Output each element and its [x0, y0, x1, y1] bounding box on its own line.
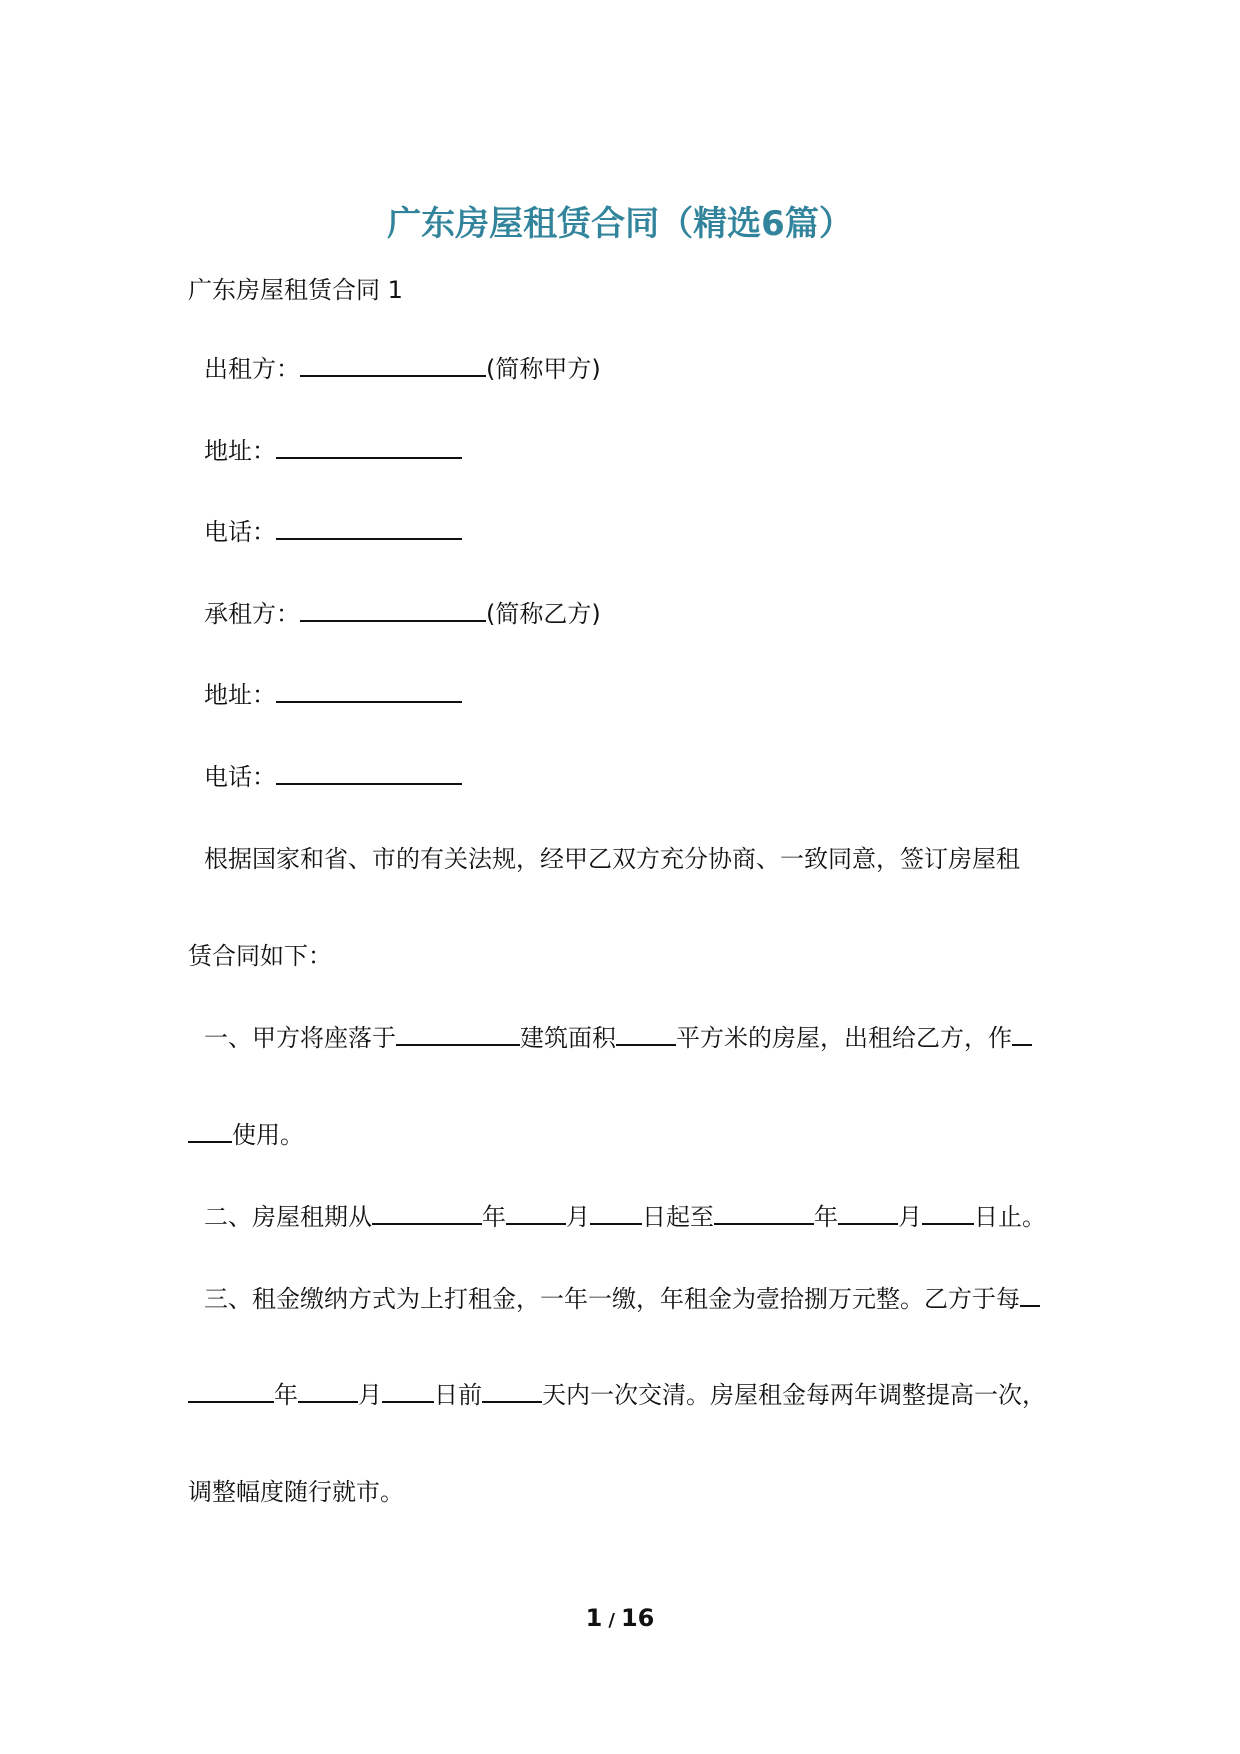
start-year-label: 年 [482, 1203, 506, 1231]
location-blank [396, 1022, 520, 1046]
clause-1-text-c: 平方米的房屋，出租给乙方，作 [676, 1024, 1012, 1052]
lessee-suffix: (简称乙方) [486, 600, 601, 628]
clause-1-text-a: 一、甲方将座落于 [204, 1024, 396, 1052]
payment-month-label: 月 [358, 1381, 382, 1409]
start-day-blank [590, 1201, 642, 1225]
end-month-label: 月 [898, 1203, 922, 1231]
document-title: 广东房屋租赁合同（精选6篇） [387, 204, 853, 244]
lessor-phone-line [204, 516, 462, 548]
page-number [0, 1604, 1240, 1632]
end-year-label: 年 [814, 1203, 838, 1231]
current-page: 1 [585, 1604, 603, 1632]
clause-1-text-b: 建筑面积 [520, 1024, 616, 1052]
payment-day-label: 日前 [434, 1381, 482, 1409]
usage-blank-start [1012, 1022, 1032, 1046]
payment-year-label: 年 [274, 1381, 298, 1409]
lessee-address-blank [276, 679, 462, 703]
lessee-address-label: 地址： [204, 681, 276, 709]
area-blank [616, 1022, 676, 1046]
payment-month-blank [298, 1379, 358, 1403]
lessor-line [204, 353, 601, 385]
lessee-phone-line [204, 761, 462, 793]
payment-blank-start [1020, 1283, 1040, 1307]
clause-3-text-b: 天内一次交清。房屋租金每两年调整提高一次， [542, 1381, 1046, 1409]
section-heading: 广东房屋租赁合同 1 [188, 276, 403, 304]
clause-3-line-3: 调整幅度随行就市。 [188, 1478, 404, 1506]
clause-3-line-2 [188, 1379, 1046, 1411]
start-day-label: 日起至 [642, 1203, 714, 1231]
clause-2-line [204, 1201, 1046, 1233]
end-month-blank [838, 1201, 898, 1225]
payment-days-blank [482, 1379, 542, 1403]
lessee-line [204, 598, 601, 630]
lessor-address-line [204, 435, 462, 467]
clause-3-text-a: 三、租金缴纳方式为上打租金，一年一缴，年租金为壹拾捌万元整。乙方于每 [204, 1285, 1020, 1313]
lessee-phone-blank [276, 761, 462, 785]
lessor-address-label: 地址： [204, 437, 276, 465]
preamble-line-1: 根据国家和省、市的有关法规，经甲乙双方充分协商、一致同意，签订房屋租 [204, 845, 1020, 873]
clause-3-line-1 [204, 1283, 1040, 1315]
end-day-label: 日止。 [974, 1203, 1046, 1231]
clause-1-text-d: 使用。 [232, 1121, 304, 1149]
lessee-address-line [204, 679, 462, 711]
preamble-line-2: 赁合同如下： [188, 942, 332, 970]
total-pages: 16 [620, 1604, 655, 1632]
lessee-blank [300, 598, 486, 622]
lessor-blank [300, 353, 486, 377]
lessor-address-blank [276, 435, 462, 459]
lessor-suffix: (简称甲方) [486, 355, 601, 383]
end-year-blank [714, 1201, 814, 1225]
end-day-blank [922, 1201, 974, 1225]
lessor-phone-label: 电话： [204, 518, 276, 546]
start-month-blank [506, 1201, 566, 1225]
page-separator: / [608, 1610, 615, 1631]
lessee-label: 承租方： [204, 600, 300, 628]
clause-1-line-2 [188, 1119, 304, 1151]
lessor-label: 出租方： [204, 355, 300, 383]
start-year-blank [372, 1201, 482, 1225]
payment-year-blank [188, 1379, 274, 1403]
start-month-label: 月 [566, 1203, 590, 1231]
usage-blank-end [188, 1119, 232, 1143]
payment-day-blank [382, 1379, 434, 1403]
clause-1-line-1 [204, 1022, 1032, 1054]
lessor-phone-blank [276, 516, 462, 540]
clause-2-text: 二、房屋租期从 [204, 1203, 372, 1231]
lessee-phone-label: 电话： [204, 763, 276, 791]
